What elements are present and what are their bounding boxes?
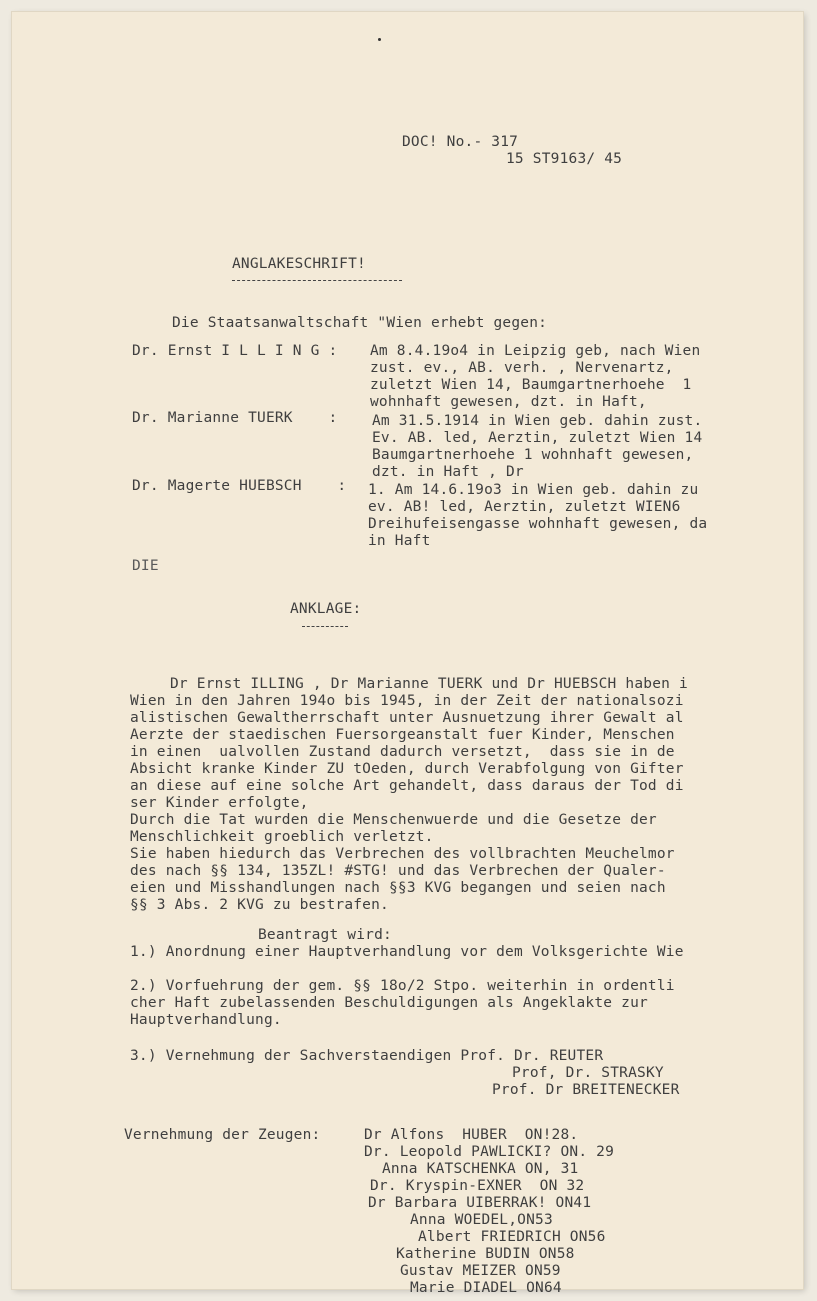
body-line: Aerzte der staedischen Fuersorgeanstalt fuer Kinder, Menschen	[130, 727, 675, 743]
die-label: DIE	[132, 558, 159, 574]
defendant-name: Dr. Magerte HUEBSCH :	[132, 478, 347, 494]
defendant-detail: Dreihufeisengasse wohnhaft gewesen, da	[368, 516, 708, 532]
intro-line: Die Staatsanwaltschaft "Wien erhebt gegen:	[172, 315, 548, 331]
defendant-detail: dzt. in Haft , Dr	[372, 464, 524, 480]
request-item-1: 1.) Anordnung einer Hauptverhandlung vor dem Volksgerichte Wie	[130, 944, 684, 960]
defendant-detail: Baumgartnerhoehe 1 wohnhaft gewesen,	[372, 447, 694, 463]
request-item-2: Hauptverhandlung.	[130, 1012, 282, 1028]
witness-entry: Anna KATSCHENKA ON, 31	[382, 1161, 579, 1177]
defendant-detail: in Haft	[368, 533, 431, 549]
witness-entry: Dr. Kryspin-EXNER ON 32	[370, 1178, 585, 1194]
witness-entry: Katherine BUDIN ON58	[396, 1246, 575, 1262]
body-line: in einen ualvollen Zustand dadurch versetzt, dass sie in de	[130, 744, 675, 760]
ink-speck	[378, 38, 381, 41]
doc-number: DOC! No.- 317	[402, 134, 519, 150]
body-line: §§ 3 Abs. 2 KVG zu bestrafen.	[130, 897, 389, 913]
body-line: des nach §§ 134, 135ZL! #STG! und das Verbrechen der Qualer-	[130, 863, 666, 879]
expert-name: Prof, Dr. STRASKY	[512, 1065, 664, 1081]
defendant-detail: 1. Am 14.6.19o3 in Wien geb. dahin zu	[368, 482, 699, 498]
witness-entry: Marie DIADEL ON64	[410, 1280, 562, 1296]
body-line: Absicht kranke Kinder ZU tOeden, durch Verabfolgung von Gifter	[130, 761, 684, 777]
case-number: 15 ST9163/ 45	[506, 151, 623, 167]
request-item-2: 2.) Vorfuehrung der gem. §§ 18o/2 Stpo. weiterhin in ordentli	[130, 978, 675, 994]
witness-entry: Gustav MEIZER ON59	[400, 1263, 561, 1279]
defendant-detail: Am 31.5.1914 in Wien geb. dahin zust.	[372, 413, 703, 429]
body-line: Menschlichkeit groeblich verletzt.	[130, 829, 434, 845]
body-line: Dr Ernst ILLING , Dr Marianne TUERK und Dr HUEBSCH haben i	[170, 676, 688, 692]
witness-entry: Anna WOEDEL,ON53	[410, 1212, 553, 1228]
defendant-name: Dr. Marianne TUERK :	[132, 410, 338, 426]
witness-entry: Albert FRIEDRICH ON56	[418, 1229, 606, 1245]
defendant-detail: Ev. AB. led, Aerztin, zuletzt Wien 14	[372, 430, 703, 446]
body-line: Durch die Tat wurden die Menschenwuerde und die Gesetze der	[130, 812, 657, 828]
body-line: ser Kinder erfolgte,	[130, 795, 309, 811]
request-item-3: 3.) Vernehmung der Sachverstaendigen Prof. Dr. REUTER	[130, 1048, 604, 1064]
document-title: ANGLAKESCHRIFT!	[232, 256, 366, 272]
anklage-underline	[302, 626, 348, 627]
witness-entry: Dr. Leopold PAWLICKI? ON. 29	[364, 1144, 615, 1160]
defendant-name: Dr. Ernst I L L I N G :	[132, 343, 338, 359]
body-line: alistischen Gewaltherrschaft unter Ausnuetzung ihrer Gewalt al	[130, 710, 684, 726]
witness-label: Vernehmung der Zeugen:	[124, 1127, 321, 1143]
witness-entry: Dr Barbara UIBERRAK! ON41	[368, 1195, 592, 1211]
defendant-detail: zust. ev., AB. verh. , Nervenartz,	[370, 360, 674, 376]
body-line: Wien in den Jahren 194o bis 1945, in der Zeit der nationalsozi	[130, 693, 684, 709]
body-line: eien und Misshandlungen nach §§3 KVG begangen und seien nach	[130, 880, 666, 896]
expert-name: Prof. Dr BREITENECKER	[492, 1082, 680, 1098]
body-line: an diese auf eine solche Art gehandelt, dass daraus der Tod di	[130, 778, 684, 794]
anklage-title: ANKLAGE:	[290, 601, 362, 617]
request-item-2: cher Haft zubelassenden Beschuldigungen als Angeklakte zur	[130, 995, 648, 1011]
title-underline	[232, 280, 402, 281]
body-line: Sie haben hiedurch das Verbrechen des vollbrachten Meuchelmor	[130, 846, 675, 862]
document-sheet	[12, 12, 803, 1296]
witness-entry: Dr Alfons HUBER ON!28.	[364, 1127, 579, 1143]
defendant-detail: zuletzt Wien 14, Baumgartnerhoehe 1	[370, 377, 692, 393]
defendant-detail: Am 8.4.19o4 in Leipzig geb, nach Wien	[370, 343, 701, 359]
defendant-detail: wohnhaft gewesen, dzt. in Haft,	[370, 394, 647, 410]
defendant-detail: ev. AB! led, Aerztin, zuletzt WIEN6	[368, 499, 681, 515]
beantragt-heading: Beantragt wird:	[258, 927, 392, 943]
